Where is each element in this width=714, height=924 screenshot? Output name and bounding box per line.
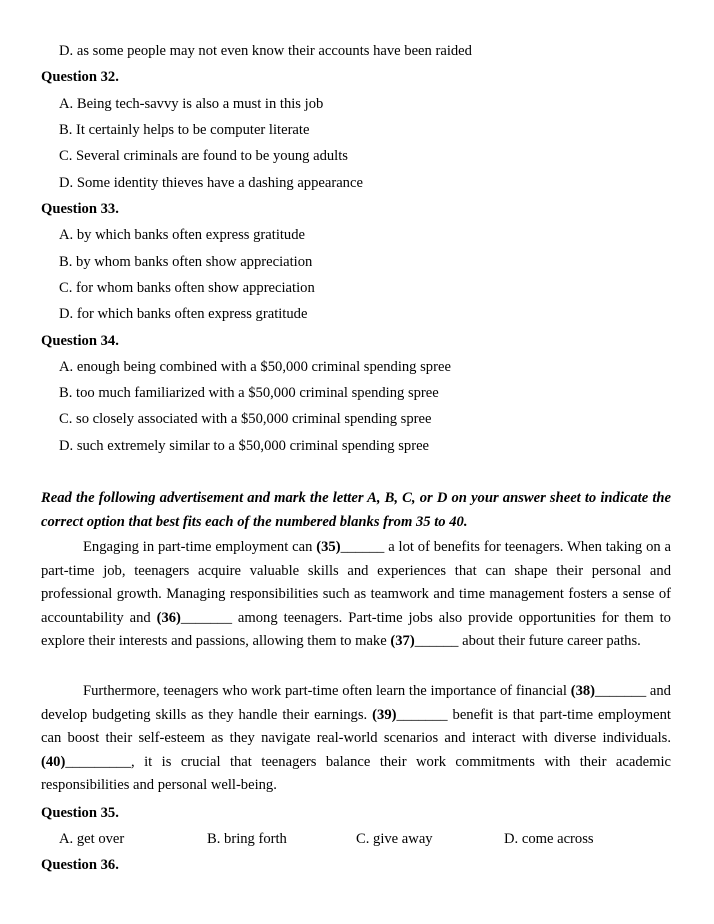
q34-option-a[interactable]: A. enough being combined with a $50,000 criminal spending spree xyxy=(59,359,451,375)
p1-text-4: ______ about their future career paths. xyxy=(414,633,641,649)
question-32-title: Question 32. xyxy=(41,69,119,85)
q32-option-c[interactable]: C. Several criminals are found to be young adults xyxy=(59,148,348,164)
q35-option-d[interactable]: D. come across xyxy=(504,831,594,847)
passage-paragraph-2 xyxy=(41,680,671,798)
q35-options-row xyxy=(59,830,671,848)
p1-text-1: Engaging in part-time employment can xyxy=(83,539,317,555)
p2-text-3: _______ benefit is that part-time employment can boost their self-esteem as they navigate real-world scenarios and interact with diverse individuals. xyxy=(41,706,671,746)
q34-option-d[interactable]: D. such extremely similar to a $50,000 criminal spending spree xyxy=(59,438,430,454)
q33-option-c[interactable]: C. for whom banks often show appreciation xyxy=(59,280,315,296)
p2-text-1: Furthermore, teenagers who work part-time often learn the importance of financial xyxy=(83,683,571,699)
passage-paragraph-1 xyxy=(41,536,671,654)
question-33-title: Question 33. xyxy=(41,201,119,217)
q31-option-d[interactable]: D. as some people may not even know their accounts have been raided xyxy=(59,43,472,59)
q34-option-c[interactable]: C. so closely associated with a $50,000 criminal spending spree xyxy=(59,411,432,427)
q35-option-b[interactable]: B. bring forth xyxy=(207,831,287,847)
p1-text-2: ______ a lot of benefits for teenagers. When taking on a part-time job, teenagers acquire valuable skills and experiences that can shape their personal and professional growth. Managing responsibilities such as teamwork and time management fosters a sense of accountability and xyxy=(41,539,671,626)
q33-option-d[interactable]: D. for which banks often express gratitude xyxy=(59,306,308,322)
blank-35-label: (35) xyxy=(316,539,341,555)
blank-38-label: (38) xyxy=(570,683,596,699)
blank-40-label: (40) xyxy=(41,753,66,770)
blank-39-label: (39) xyxy=(372,706,397,723)
question-34-title: Question 34. xyxy=(41,333,119,349)
p1-text-3: _______ among teenagers. Part-time jobs also provide opportunities for them to explore their interests and passions, allowing them to make xyxy=(41,609,671,649)
p2-text-2: _______ and develop budgeting skills as they handle their earnings. xyxy=(41,683,671,723)
p2-text-4: _________, it is crucial that teenagers balance their work commitments with their academic responsibilities and personal well-being. xyxy=(41,753,671,793)
q34-option-b[interactable]: B. too much familiarized with a $50,000 criminal spending spree xyxy=(59,385,439,401)
q32-option-a[interactable]: A. Being tech-savvy is also a must in this job xyxy=(59,96,324,112)
section-instruction: Read the following advertisement and mark the letter A, B, C, or D on your answer sheet to indicate the correct option that best fits each of the numbered blanks from 35 to 40. xyxy=(41,490,671,530)
question-36-title: Question 36. xyxy=(41,857,119,873)
question-35-title: Question 35. xyxy=(41,805,119,821)
q33-option-a[interactable]: A. by which banks often express gratitude xyxy=(59,227,306,243)
blank-36-label: (36) xyxy=(156,609,181,626)
blank-37-label: (37) xyxy=(390,633,415,649)
q32-option-d[interactable]: D. Some identity thieves have a dashing appearance xyxy=(59,175,363,191)
q35-option-a[interactable]: A. get over xyxy=(59,831,125,847)
q35-option-c[interactable]: C. give away xyxy=(356,831,433,847)
q33-option-b[interactable]: B. by whom banks often show appreciation xyxy=(59,254,313,270)
q32-option-b[interactable]: B. It certainly helps to be computer literate xyxy=(59,122,310,138)
